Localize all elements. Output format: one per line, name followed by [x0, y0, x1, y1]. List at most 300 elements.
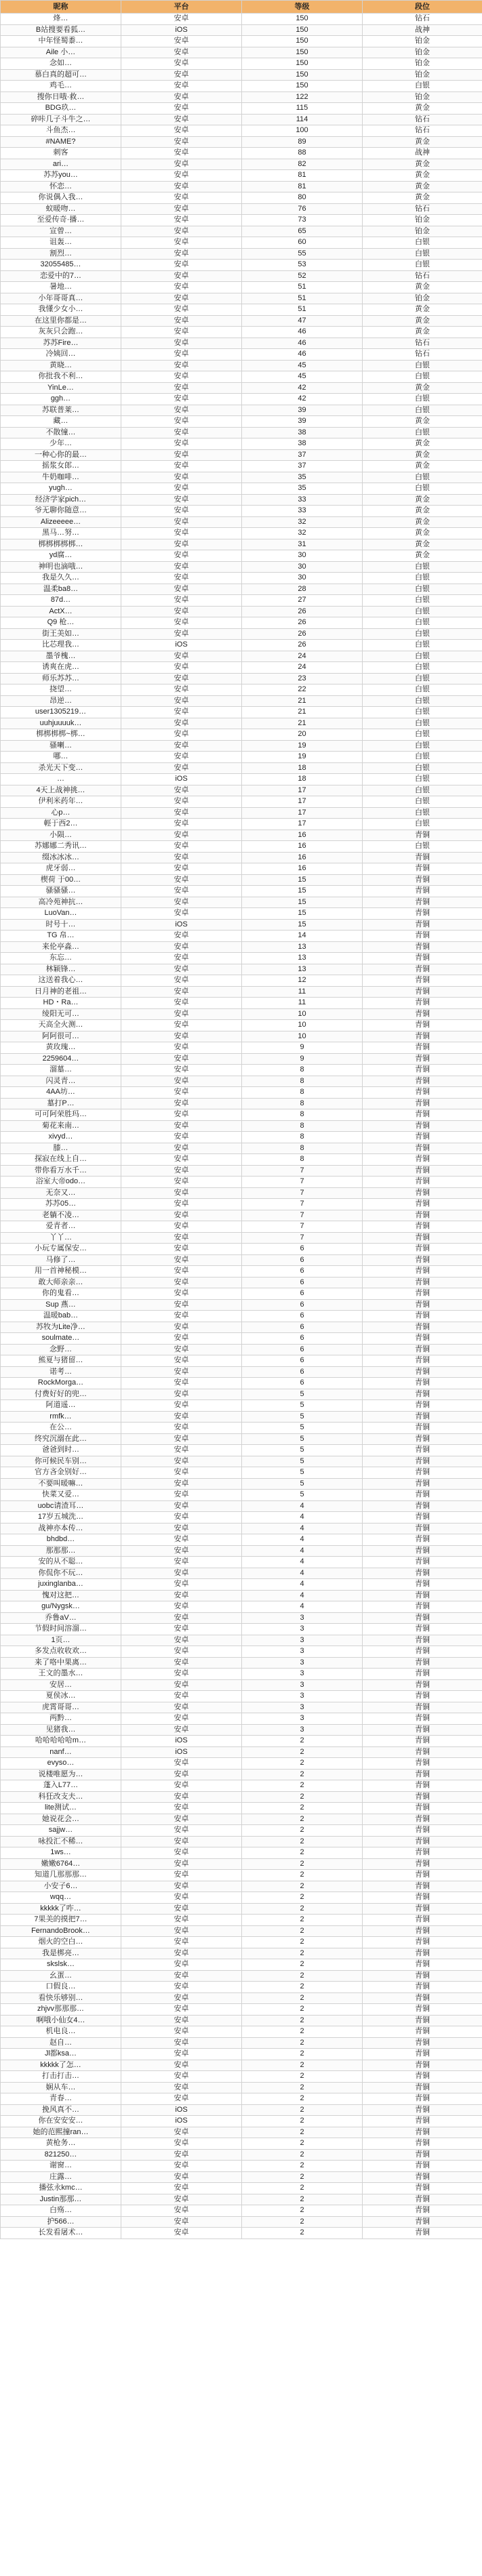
cell-level: 6: [242, 1277, 363, 1288]
cell-rank: 黄金: [363, 327, 482, 338]
cell-rank: 白银: [363, 640, 482, 651]
cell-level: 8: [242, 1132, 363, 1143]
cell-level: 15: [242, 908, 363, 920]
cell-level: 4: [242, 1500, 363, 1512]
cell-platform: 安卓: [121, 394, 242, 405]
cell-platform: 安卓: [121, 1959, 242, 1971]
cell-nickname: #NAME?: [1, 136, 121, 148]
cell-platform: 安卓: [121, 1691, 242, 1702]
cell-nickname: 黑马…努…: [1, 528, 121, 539]
cell-rank: 黄金: [363, 159, 482, 170]
table-row: [1, 2205, 482, 2217]
cell-platform: 安卓: [121, 1568, 242, 1579]
cell-nickname: xivyd…: [1, 1132, 121, 1143]
cell-level: 150: [242, 58, 363, 70]
cell-nickname: 娴从车…: [1, 2082, 121, 2093]
cell-nickname: 我是梆亮…: [1, 1948, 121, 1959]
cell-level: 2: [242, 1925, 363, 1937]
cell-platform: 安卓: [121, 1925, 242, 1937]
cell-platform: 安卓: [121, 931, 242, 942]
cell-rank: 青铜: [363, 1568, 482, 1579]
cell-platform: 安卓: [121, 1903, 242, 1915]
cell-level: 6: [242, 1333, 363, 1345]
cell-rank: 黄金: [363, 181, 482, 192]
table-row: [1, 651, 482, 662]
cell-platform: 安卓: [121, 2060, 242, 2071]
cell-nickname: 昂逆…: [1, 695, 121, 707]
cell-nickname: juxinglanba…: [1, 1579, 121, 1591]
cell-level: 35: [242, 472, 363, 483]
cell-level: 3: [242, 1691, 363, 1702]
cell-level: 16: [242, 852, 363, 863]
cell-rank: 青铜: [363, 2015, 482, 2026]
cell-nickname: 伊利米药年…: [1, 796, 121, 808]
cell-nickname: Alizeeeee…: [1, 516, 121, 528]
cell-rank: 青铜: [363, 2171, 482, 2183]
cell-platform: 安卓: [121, 964, 242, 975]
cell-platform: 安卓: [121, 2171, 242, 2183]
cell-rank: 青铜: [363, 1445, 482, 1456]
table-row: [1, 148, 482, 159]
table-row: [1, 2093, 482, 2105]
table-row: [1, 81, 482, 92]
cell-level: 89: [242, 136, 363, 148]
cell-rank: 白银: [363, 752, 482, 763]
cell-level: 150: [242, 14, 363, 25]
cell-rank: 青铜: [363, 1948, 482, 1959]
table-row: [1, 1266, 482, 1277]
cell-rank: 青铜: [363, 1791, 482, 1803]
cell-level: 2: [242, 1746, 363, 1758]
table-row: [1, 617, 482, 629]
cell-nickname: ActX…: [1, 606, 121, 617]
cell-platform: 安卓: [121, 729, 242, 741]
cell-rank: 青铜: [363, 1858, 482, 1870]
cell-level: 30: [242, 561, 363, 573]
table-row: [1, 1534, 482, 1546]
cell-level: 39: [242, 405, 363, 416]
cell-level: 2: [242, 2138, 363, 2150]
cell-level: 2: [242, 2004, 363, 2016]
cell-nickname: soulmate…: [1, 1333, 121, 1345]
cell-rank: 钻石: [363, 114, 482, 125]
cell-level: 13: [242, 953, 363, 964]
table-row: [1, 483, 482, 495]
cell-level: 4: [242, 1590, 363, 1601]
cell-level: 5: [242, 1456, 363, 1467]
table-row: [1, 260, 482, 271]
cell-level: 6: [242, 1378, 363, 1389]
cell-platform: iOS: [121, 640, 242, 651]
cell-rank: 青铜: [363, 1456, 482, 1467]
cell-level: 33: [242, 506, 363, 517]
cell-rank: 黄金: [363, 461, 482, 472]
cell-platform: 安卓: [121, 1847, 242, 1859]
cell-platform: 安卓: [121, 762, 242, 774]
cell-nickname: 你可候民车别…: [1, 1456, 121, 1467]
cell-rank: 青铜: [363, 2161, 482, 2172]
cell-platform: 安卓: [121, 494, 242, 506]
cell-nickname: 她的范熙撞ran…: [1, 2127, 121, 2138]
cell-platform: 安卓: [121, 2149, 242, 2161]
cell-platform: 安卓: [121, 1679, 242, 1691]
cell-rank: 铂金: [363, 36, 482, 47]
table-row: [1, 438, 482, 450]
cell-nickname: 17岁五城洗…: [1, 1512, 121, 1524]
table-row: [1, 293, 482, 304]
cell-rank: 青铜: [363, 1847, 482, 1859]
cell-platform: 安卓: [121, 752, 242, 763]
table-row: [1, 304, 482, 316]
cell-platform: 安卓: [121, 449, 242, 461]
cell-nickname: 无奈又…: [1, 1187, 121, 1199]
cell-rank: 白银: [363, 673, 482, 684]
cell-nickname: 安的从不聪…: [1, 1557, 121, 1568]
cell-level: 2: [242, 2049, 363, 2060]
cell-level: 2: [242, 2194, 363, 2205]
cell-rank: 白银: [363, 718, 482, 729]
cell-level: 76: [242, 203, 363, 215]
cell-level: 14: [242, 931, 363, 942]
cell-rank: 青铜: [363, 1299, 482, 1311]
cell-platform: 安卓: [121, 170, 242, 182]
cell-nickname: 至爱传奇·播…: [1, 215, 121, 226]
table-row: [1, 1311, 482, 1322]
cell-rank: 青铜: [363, 1512, 482, 1524]
cell-platform: 安卓: [121, 461, 242, 472]
table-row: [1, 1490, 482, 1501]
cell-nickname: 王文的墨水…: [1, 1669, 121, 1680]
cell-level: 15: [242, 919, 363, 931]
cell-rank: 白银: [363, 584, 482, 595]
cell-nickname: FernandoBrook…: [1, 1925, 121, 1937]
table-row: [1, 2183, 482, 2194]
cell-platform: 安卓: [121, 1411, 242, 1423]
cell-platform: 安卓: [121, 203, 242, 215]
cell-level: 8: [242, 1076, 363, 1087]
cell-platform: 安卓: [121, 606, 242, 617]
cell-platform: 安卓: [121, 2161, 242, 2172]
table-row: [1, 1881, 482, 1892]
cell-rank: 青铜: [363, 1165, 482, 1177]
table-row: [1, 2026, 482, 2038]
cell-nickname: 说楼唯愿为…: [1, 1769, 121, 1780]
cell-rank: 青铜: [363, 1959, 482, 1971]
cell-rank: 青铜: [363, 1635, 482, 1646]
cell-nickname: 天高全火测…: [1, 1020, 121, 1031]
table-row: [1, 684, 482, 696]
cell-level: 26: [242, 606, 363, 617]
table-row: [1, 863, 482, 875]
table-row: [1, 282, 482, 293]
cell-platform: 安卓: [121, 2228, 242, 2239]
cell-nickname: 心p…: [1, 807, 121, 819]
cell-platform: 安卓: [121, 1120, 242, 1132]
cell-platform: 安卓: [121, 1870, 242, 1881]
cell-level: 6: [242, 1355, 363, 1367]
cell-platform: 安卓: [121, 1915, 242, 1926]
cell-level: 11: [242, 986, 363, 998]
cell-platform: 安卓: [121, 651, 242, 662]
cell-nickname: 苏苏Fire…: [1, 338, 121, 349]
cell-level: 47: [242, 315, 363, 327]
cell-level: 6: [242, 1366, 363, 1378]
cell-rank: 黄金: [363, 506, 482, 517]
cell-level: 5: [242, 1433, 363, 1445]
table-row: [1, 1746, 482, 1758]
cell-rank: 青铜: [363, 1020, 482, 1031]
cell-level: 38: [242, 438, 363, 450]
cell-level: 2: [242, 1803, 363, 1814]
cell-nickname: 诱爽在虎…: [1, 662, 121, 674]
cell-rank: 青铜: [363, 1579, 482, 1591]
cell-rank: 黄金: [363, 382, 482, 394]
table-row: [1, 1669, 482, 1680]
cell-rank: 青铜: [363, 1500, 482, 1512]
cell-platform: 安卓: [121, 1881, 242, 1892]
cell-platform: 安卓: [121, 1512, 242, 1524]
cell-rank: 青铜: [363, 830, 482, 841]
cell-nickname: 赵自…: [1, 2037, 121, 2049]
cell-nickname: 高冷苑神抗…: [1, 897, 121, 908]
table-row: [1, 1143, 482, 1154]
cell-platform: 安卓: [121, 584, 242, 595]
cell-platform: 安卓: [121, 897, 242, 908]
cell-rank: 白银: [363, 662, 482, 674]
cell-level: 55: [242, 248, 363, 260]
table-row: [1, 1870, 482, 1881]
table-row: [1, 382, 482, 394]
cell-platform: 安卓: [121, 1657, 242, 1669]
cell-platform: 安卓: [121, 1020, 242, 1031]
cell-level: 46: [242, 349, 363, 361]
cell-level: 73: [242, 215, 363, 226]
cell-platform: 安卓: [121, 483, 242, 495]
table-row: [1, 2060, 482, 2071]
cell-platform: 安卓: [121, 315, 242, 327]
cell-nickname: 温暖bab…: [1, 1311, 121, 1322]
cell-platform: 安卓: [121, 360, 242, 371]
table-row: [1, 796, 482, 808]
cell-rank: 青铜: [363, 1232, 482, 1244]
cell-platform: 安卓: [121, 1791, 242, 1803]
cell-level: 38: [242, 427, 363, 438]
cell-rank: 钻石: [363, 270, 482, 282]
table-row: [1, 807, 482, 819]
cell-platform: 安卓: [121, 47, 242, 58]
cell-level: 2: [242, 2149, 363, 2161]
cell-nickname: YinLe…: [1, 382, 121, 394]
cell-platform: 安卓: [121, 2183, 242, 2194]
cell-level: 6: [242, 1254, 363, 1266]
cell-level: 7: [242, 1232, 363, 1244]
cell-rank: 白银: [363, 785, 482, 796]
cell-platform: 安卓: [121, 1244, 242, 1255]
cell-platform: 安卓: [121, 908, 242, 920]
cell-nickname: 慕白真的超可…: [1, 69, 121, 81]
cell-rank: 青铜: [363, 1311, 482, 1322]
table-row: [1, 47, 482, 58]
cell-nickname: 念野…: [1, 1344, 121, 1355]
cell-platform: 安卓: [121, 1534, 242, 1546]
cell-nickname: yd腐…: [1, 550, 121, 562]
cell-platform: 安卓: [121, 662, 242, 674]
cell-platform: 安卓: [121, 293, 242, 304]
cell-nickname: Jl都ksa…: [1, 2049, 121, 2060]
cell-nickname: 恋爱中的7…: [1, 270, 121, 282]
cell-platform: 安卓: [121, 1378, 242, 1389]
cell-nickname: wqq…: [1, 1892, 121, 1904]
cell-nickname: 骚骚骚…: [1, 886, 121, 897]
cell-platform: 安卓: [121, 1277, 242, 1288]
table-row: [1, 1288, 482, 1300]
cell-nickname: 用一首神秘模…: [1, 1266, 121, 1277]
cell-nickname: 蓬入L77…: [1, 1780, 121, 1792]
cell-level: 5: [242, 1445, 363, 1456]
cell-level: 13: [242, 964, 363, 975]
table-row: [1, 1948, 482, 1959]
cell-nickname: 嫩嫩6764…: [1, 1858, 121, 1870]
table-row: [1, 1814, 482, 1825]
cell-platform: 安卓: [121, 1165, 242, 1177]
table-row: [1, 1925, 482, 1937]
cell-platform: 安卓: [121, 237, 242, 249]
table-row: [1, 2049, 482, 2060]
cell-platform: 安卓: [121, 159, 242, 170]
cell-level: 4: [242, 1557, 363, 1568]
cell-rank: 青铜: [363, 2228, 482, 2239]
cell-nickname: 多发点收收欢…: [1, 1646, 121, 1658]
cell-level: 8: [242, 1098, 363, 1109]
cell-platform: 安卓: [121, 2138, 242, 2150]
cell-rank: 白银: [363, 573, 482, 584]
cell-nickname: 两黔…: [1, 1713, 121, 1725]
cell-nickname: 敢大师亲亲…: [1, 1277, 121, 1288]
cell-platform: 安卓: [121, 1992, 242, 2004]
table-row: [1, 1736, 482, 1747]
table-row: [1, 2138, 482, 2150]
cell-rank: 白银: [363, 394, 482, 405]
cell-nickname: 小玩专属保安…: [1, 1244, 121, 1255]
cell-platform: 安卓: [121, 863, 242, 875]
cell-platform: 安卓: [121, 338, 242, 349]
cell-nickname: 梆梆梆梆~梆…: [1, 729, 121, 741]
cell-nickname: 梆梆梆梆梆…: [1, 539, 121, 550]
cell-platform: 安卓: [121, 1523, 242, 1534]
cell-level: 60: [242, 237, 363, 249]
table-row: [1, 1154, 482, 1166]
cell-platform: 安卓: [121, 472, 242, 483]
cell-rank: 白银: [363, 483, 482, 495]
cell-rank: 青铜: [363, 2037, 482, 2049]
table-row: [1, 125, 482, 137]
table-row: [1, 1333, 482, 1345]
cell-nickname: BDG玖…: [1, 103, 121, 115]
table-row: [1, 830, 482, 841]
cell-level: 8: [242, 1087, 363, 1099]
cell-level: 19: [242, 752, 363, 763]
cell-nickname: 知道几那那那…: [1, 1870, 121, 1881]
cell-platform: 安卓: [121, 1467, 242, 1479]
cell-platform: 安卓: [121, 740, 242, 752]
cell-platform: 安卓: [121, 427, 242, 438]
cell-platform: 安卓: [121, 1612, 242, 1624]
cell-rank: 白银: [363, 684, 482, 696]
cell-nickname: 苏娜娜二秀讯…: [1, 841, 121, 853]
cell-rank: 白银: [363, 841, 482, 853]
cell-nickname: nanf…: [1, 1746, 121, 1758]
cell-nickname: 战神亦本传…: [1, 1523, 121, 1534]
cell-nickname: 暑地…: [1, 282, 121, 293]
cell-level: 10: [242, 1031, 363, 1042]
cell-nickname: 官方吝金别好…: [1, 1467, 121, 1479]
cell-nickname: 见猪我…: [1, 1724, 121, 1736]
cell-nickname: 菊花来南…: [1, 1120, 121, 1132]
cell-nickname: Justin那那…: [1, 2194, 121, 2205]
cell-level: 42: [242, 394, 363, 405]
table-row: [1, 2161, 482, 2172]
table-row: [1, 819, 482, 830]
cell-rank: 青铜: [363, 1523, 482, 1534]
cell-platform: 安卓: [121, 1758, 242, 1770]
cell-rank: 青铜: [363, 1355, 482, 1367]
cell-platform: 安卓: [121, 2026, 242, 2038]
cell-rank: 青铜: [363, 1322, 482, 1333]
cell-nickname: 夏侯冰…: [1, 1691, 121, 1702]
table-row: [1, 1702, 482, 1713]
table-row: [1, 1791, 482, 1803]
cell-rank: 黄金: [363, 192, 482, 204]
cell-level: 2: [242, 1758, 363, 1770]
cell-nickname: 护566…: [1, 2216, 121, 2228]
cell-platform: 安卓: [121, 2194, 242, 2205]
table-row: [1, 103, 482, 115]
cell-level: 21: [242, 695, 363, 707]
cell-nickname: 师乐苏苏…: [1, 673, 121, 684]
cell-platform: iOS: [121, 774, 242, 785]
cell-rank: 青铜: [363, 1254, 482, 1266]
cell-rank: 青铜: [363, 941, 482, 953]
table-row: [1, 1724, 482, 1736]
table-row: [1, 1042, 482, 1054]
cell-nickname: 缀冰冰冰…: [1, 852, 121, 863]
table-row: [1, 919, 482, 931]
cell-level: 4: [242, 1568, 363, 1579]
cell-nickname: …: [1, 774, 121, 785]
cell-level: 3: [242, 1635, 363, 1646]
cell-rank: 白银: [363, 427, 482, 438]
cell-level: 12: [242, 975, 363, 987]
cell-level: 7: [242, 1187, 363, 1199]
cell-level: 16: [242, 830, 363, 841]
cell-platform: 安卓: [121, 695, 242, 707]
cell-rank: 青铜: [363, 1925, 482, 1937]
cell-platform: 安卓: [121, 248, 242, 260]
table-row: [1, 203, 482, 215]
cell-level: 4: [242, 1534, 363, 1546]
cell-nickname: 带你看万水千…: [1, 1165, 121, 1177]
table-row: [1, 852, 482, 863]
cell-level: 45: [242, 371, 363, 383]
cell-nickname: 87d…: [1, 595, 121, 607]
cell-nickname: Q9 枪…: [1, 617, 121, 629]
cell-rank: 青铜: [363, 1746, 482, 1758]
table-row: [1, 159, 482, 170]
table-row: [1, 1299, 482, 1311]
cell-nickname: 苏联普莱…: [1, 405, 121, 416]
cell-platform: 安卓: [121, 1724, 242, 1736]
table-row: [1, 1959, 482, 1971]
